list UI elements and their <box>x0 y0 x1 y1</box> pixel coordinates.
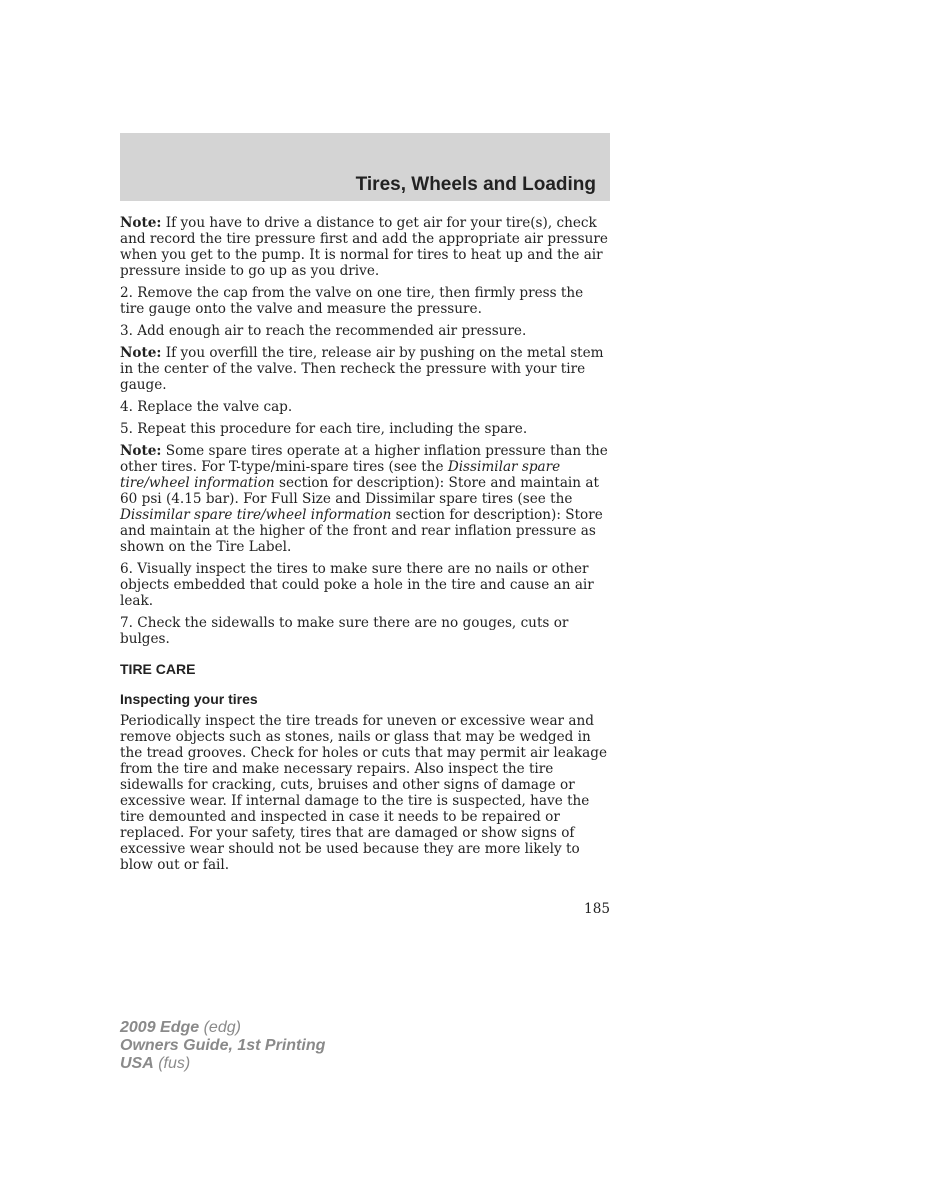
section-title: Tires, Wheels and Loading <box>355 174 596 195</box>
note-label: Note: <box>120 443 162 459</box>
step-5: 5. Repeat this procedure for each tire, including the spare. <box>120 421 528 437</box>
cross-reference: Dissimilar spare tire/wheel information <box>120 507 392 523</box>
note-text: Some spare tires operate at a higher inflation pressure than the other tires. For T-type/mini-spare tires (see the <box>120 443 608 475</box>
page-number: 185 <box>584 901 610 917</box>
step-4: 4. Replace the valve cap. <box>120 399 293 415</box>
cross-reference: Dissimilar spare tire/wheel information <box>120 459 561 491</box>
inspecting-tires-body: Periodically inspect the tire treads for uneven or excessive wear and remove objects such as stones, nails or glass that may be wedged in the tread grooves. Check for holes or cuts that may permit air leakage from the tire and make necessary repairs. Also inspect the tire sidewalls for cracking, cuts, bruises and other signs of damage or excessive wear. If internal damage to the tire is suspected, have the tire demounted and inspected in case it needs to be repaired or replaced. For your safety, tires that are damaged or show signs of excessive wear should not be used because they are more likely to blow out or fail. <box>120 713 608 873</box>
note-text: section for description): Store and maintain at 60 psi (4.15 bar). For Full Size and Dissimilar spare tires (see the <box>120 475 599 507</box>
print-footer <box>120 1019 325 1073</box>
note-paragraph <box>120 215 610 279</box>
section-header-band <box>120 133 610 201</box>
note-text: If you overfill the tire, release air by pushing on the metal stem in the center of the valve. Then recheck the pressure with your tire gauge. <box>120 345 604 393</box>
step-6: 6. Visually inspect the tires to make sure there are no nails or other objects embedded that could poke a hole in the tire and cause an air leak. <box>120 561 594 609</box>
note-paragraph <box>120 443 610 555</box>
footer-line-region: USA (fus) <box>120 1055 191 1072</box>
page-content <box>120 215 610 879</box>
note-label: Note: <box>120 345 162 361</box>
note-paragraph <box>120 345 610 393</box>
step-7: 7. Check the sidewalls to make sure there are no gouges, cuts or bulges. <box>120 615 569 647</box>
footer-line-guide: Owners Guide, 1st Printing <box>120 1037 326 1054</box>
footer-line-model: 2009 Edge (edg) <box>120 1019 241 1036</box>
note-text: section for description): Store and maintain at the higher of the front and rear inflation pressure as shown on the Tire Label. <box>120 507 603 555</box>
note-label: Note: <box>120 215 162 231</box>
tire-care-heading: TIRE CARE <box>120 661 196 677</box>
inspecting-tires-subheading: Inspecting your tires <box>120 691 258 707</box>
note-text: If you have to drive a distance to get air for your tire(s), check and record the tire pressure first and add the appropriate air pressure when you get to the pump. It is normal for tires to heat up and the air pressure inside to go up as you drive. <box>120 215 608 279</box>
step-3: 3. Add enough air to reach the recommended air pressure. <box>120 323 527 339</box>
step-2: 2. Remove the cap from the valve on one tire, then firmly press the tire gauge onto the valve and measure the pressure. <box>120 285 584 317</box>
